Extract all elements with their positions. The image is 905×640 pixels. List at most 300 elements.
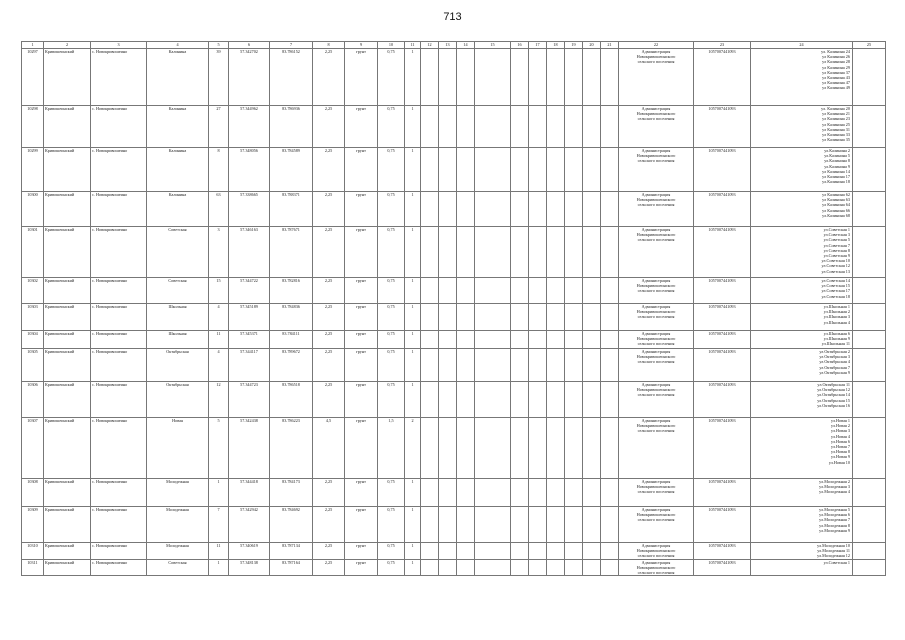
cell-locality: с. Новокривошеино xyxy=(91,278,147,304)
address-line: ул Калинина 47 xyxy=(822,80,850,86)
cell-inn: 1057007441093 xyxy=(694,349,751,382)
cell-empty xyxy=(583,106,601,148)
cell-empty xyxy=(547,331,565,349)
cell-width: 2,25 xyxy=(313,349,345,382)
cell-id: 10303 xyxy=(22,304,44,331)
column-header: 22 xyxy=(619,42,694,49)
cell-empty xyxy=(475,331,511,349)
cell-count: 1 xyxy=(405,559,421,576)
cell-house-number: 11 xyxy=(209,331,229,349)
owner-line: Новокривошеинского xyxy=(636,548,676,554)
cell-street: Калинина xyxy=(147,49,209,106)
cell-count: 1 xyxy=(405,543,421,560)
cell-street: Калинина xyxy=(147,148,209,192)
owner-line: Администрация xyxy=(641,507,671,512)
cell-empty xyxy=(565,543,583,560)
address-line: ул. Калинина 20 xyxy=(821,106,850,111)
cell-owner xyxy=(619,49,694,106)
cell-latitude: 57.344722 xyxy=(229,278,270,304)
owner-line: сельского поселения xyxy=(637,341,675,347)
cell-empty xyxy=(439,148,457,192)
address-line: ул Калинина 14 xyxy=(822,168,850,174)
cell-empty xyxy=(421,49,439,106)
cell-id: 10302 xyxy=(22,278,44,304)
table-row xyxy=(22,543,886,560)
cell-empty xyxy=(421,479,439,507)
cell-district: Кривошеинский xyxy=(44,106,91,148)
owner-line: Новокривошеинского xyxy=(636,512,676,518)
owner-line: Администрация xyxy=(641,543,671,548)
cell-empty xyxy=(511,278,529,304)
owner-line: сельского поселения xyxy=(637,314,675,320)
address-line: ул.Калинина 9 xyxy=(824,163,850,169)
cell-empty xyxy=(457,543,475,560)
table-row xyxy=(22,304,886,331)
cell-inn: 1057007441093 xyxy=(694,49,751,106)
cell-count: 1 xyxy=(405,106,421,148)
cell-empty xyxy=(475,382,511,418)
cell-width: 2,25 xyxy=(313,507,345,543)
address-line: ул.Новая 10 xyxy=(828,459,850,465)
cell-house-number: 8 xyxy=(209,148,229,192)
cell-empty xyxy=(511,192,529,227)
address-line: ул.Школьная 6 xyxy=(823,331,850,336)
address-line: ул.Школьная 4 xyxy=(823,319,850,325)
address-line: ул.Новая 3 xyxy=(830,428,850,434)
cell-house-number: 7 xyxy=(209,507,229,543)
address-line: ул.Октябрьская 9 xyxy=(819,369,850,375)
address-line: ул.Советская 17 xyxy=(821,288,850,294)
cell-empty xyxy=(529,278,547,304)
table-row xyxy=(22,331,886,349)
cell-empty xyxy=(547,543,565,560)
address-line: ул.Новая 7 xyxy=(830,444,850,450)
address-line: ул Калинина 28 xyxy=(822,59,850,65)
cell-longitude: 83.788371 xyxy=(270,192,313,227)
address-line: ул.Молодежная 11 xyxy=(817,548,850,554)
owner-line: сельского поселения xyxy=(637,288,675,294)
cell-inn: 1057007441093 xyxy=(694,148,751,192)
cell-empty xyxy=(547,559,565,576)
cell-street: Молодежная xyxy=(147,507,209,543)
cell-width: 2,25 xyxy=(313,331,345,349)
cell-empty xyxy=(601,148,619,192)
cell-empty xyxy=(457,192,475,227)
cell-inn: 1057007441093 xyxy=(694,304,751,331)
table-row xyxy=(22,507,886,543)
cell-inn: 1057007441093 xyxy=(694,543,751,560)
cell-empty xyxy=(529,192,547,227)
cell-addresses xyxy=(751,543,853,560)
cell-empty xyxy=(421,507,439,543)
column-header: 7 xyxy=(270,42,313,49)
cell-empty xyxy=(565,382,583,418)
address-line: ул.Калинина 5 xyxy=(824,153,850,159)
cell-empty xyxy=(583,543,601,560)
cell-empty xyxy=(475,148,511,192)
cell-length: 0,75 xyxy=(378,382,405,418)
cell-empty xyxy=(583,192,601,227)
column-header: 16 xyxy=(511,42,529,49)
column-header: 17 xyxy=(529,42,547,49)
cell-empty xyxy=(601,192,619,227)
cell-empty xyxy=(547,382,565,418)
cell-width: 4,5 xyxy=(313,418,345,479)
cell-empty xyxy=(583,479,601,507)
cell-addresses xyxy=(751,192,853,227)
cell-empty xyxy=(583,304,601,331)
address-line: ул Калинина 43 xyxy=(822,75,850,81)
cell-owner xyxy=(619,349,694,382)
cell-count: 1 xyxy=(405,304,421,331)
cell-empty xyxy=(583,148,601,192)
cell-length: 0,75 xyxy=(378,559,405,576)
cell-inn: 1057007441093 xyxy=(694,507,751,543)
cell-id: 10305 xyxy=(22,349,44,382)
cell-empty xyxy=(457,382,475,418)
cell-length: 0,75 xyxy=(378,49,405,106)
cell-district: Кривошеинский xyxy=(44,559,91,576)
cell-empty xyxy=(601,331,619,349)
address-line: ул.Октябрьская 3 xyxy=(819,354,850,360)
table-row xyxy=(22,382,886,418)
cell-empty xyxy=(511,106,529,148)
cell-empty xyxy=(511,349,529,382)
cell-empty xyxy=(475,304,511,331)
cell-addresses xyxy=(751,349,853,382)
column-header: 21 xyxy=(601,42,619,49)
owner-line: сельского поселения xyxy=(637,59,675,65)
cell-house-number: 4 xyxy=(209,349,229,382)
cell-surface: грунт xyxy=(345,479,378,507)
cell-empty xyxy=(457,278,475,304)
address-line: ул Калинина 33 xyxy=(822,132,850,138)
cell-empty xyxy=(511,331,529,349)
cell-empty xyxy=(421,349,439,382)
column-header: 11 xyxy=(405,42,421,49)
address-line: ул Советская 8 xyxy=(823,247,850,253)
cell-longitude: 83.787671 xyxy=(270,227,313,278)
cell-id: 10299 xyxy=(22,148,44,192)
address-line: ул.Советская 9 xyxy=(823,253,850,259)
cell-surface: грунт xyxy=(345,507,378,543)
cell-id: 10306 xyxy=(22,382,44,418)
cell-empty xyxy=(565,418,583,479)
cell-empty xyxy=(583,331,601,349)
cell-empty xyxy=(601,543,619,560)
column-header: 8 xyxy=(313,42,345,49)
cell-longitude: 83.789672 xyxy=(270,349,313,382)
cell-owner xyxy=(619,479,694,507)
cell-width: 2,25 xyxy=(313,479,345,507)
cell-count: 1 xyxy=(405,227,421,278)
owner-line: Новокривошеинского xyxy=(636,197,676,203)
cell-street: Школьная xyxy=(147,331,209,349)
column-header: 9 xyxy=(345,42,378,49)
address-line: ул.Калинина 8 xyxy=(824,158,850,164)
cell-empty xyxy=(457,349,475,382)
cell-width: 2,25 xyxy=(313,543,345,560)
cell-addresses xyxy=(751,479,853,507)
owner-line: Администрация xyxy=(641,331,671,336)
address-line: ул.Октябрьская 7 xyxy=(819,364,850,370)
cell-count: 1 xyxy=(405,382,421,418)
cell-street: Советская xyxy=(147,227,209,278)
address-line: ул.Октябрьская 12 xyxy=(817,387,850,393)
address-line: ул.Школьная 2 xyxy=(823,309,850,315)
cell-empty xyxy=(439,559,457,576)
cell-empty xyxy=(457,479,475,507)
cell-empty xyxy=(853,418,886,479)
owner-line: сельского поселения xyxy=(637,359,675,365)
cell-addresses xyxy=(751,559,853,576)
cell-surface: грунт xyxy=(345,331,378,349)
cell-empty xyxy=(529,49,547,106)
cell-empty xyxy=(457,304,475,331)
cell-empty xyxy=(421,304,439,331)
owner-line: Новокривошеинского xyxy=(636,111,676,117)
cell-empty xyxy=(511,227,529,278)
address-line: ул.Советская 12 xyxy=(821,263,850,269)
cell-count: 1 xyxy=(405,507,421,543)
column-header: 18 xyxy=(547,42,565,49)
owner-line: Новокривошеинского xyxy=(636,232,676,238)
cell-latitude: 57.342438 xyxy=(229,418,270,479)
cell-house-number: 4 xyxy=(209,304,229,331)
cell-empty xyxy=(565,331,583,349)
cell-empty xyxy=(475,106,511,148)
cell-empty xyxy=(475,507,511,543)
address-line: ул.Октябрьская 4 xyxy=(819,359,850,365)
cell-empty xyxy=(601,49,619,106)
cell-district: Кривошеинский xyxy=(44,507,91,543)
cell-street: Калинина xyxy=(147,106,209,148)
cell-empty xyxy=(601,278,619,304)
cell-length: 0,75 xyxy=(378,507,405,543)
cell-empty xyxy=(547,148,565,192)
address-line: ул.Советская 14 xyxy=(821,278,850,283)
address-line: ул Калинина 23 xyxy=(822,116,850,122)
owner-line: Новокривошеинского xyxy=(636,564,676,570)
cell-length: 0,75 xyxy=(378,304,405,331)
cell-id: 10307 xyxy=(22,418,44,479)
cell-empty xyxy=(565,49,583,106)
cell-house-number: 63 xyxy=(209,192,229,227)
cell-owner xyxy=(619,278,694,304)
owner-line: Новокривошеинского xyxy=(636,354,676,360)
cell-inn: 1057007441093 xyxy=(694,382,751,418)
cell-empty xyxy=(457,227,475,278)
column-header: 24 xyxy=(751,42,853,49)
cell-empty xyxy=(511,148,529,192)
cell-empty xyxy=(421,278,439,304)
cell-house-number: 1 xyxy=(209,479,229,507)
table-row xyxy=(22,418,886,479)
cell-empty xyxy=(853,278,886,304)
cell-district: Кривошеинский xyxy=(44,349,91,382)
cell-empty xyxy=(547,304,565,331)
column-header: 23 xyxy=(694,42,751,49)
cell-empty xyxy=(529,543,547,560)
cell-addresses xyxy=(751,382,853,418)
cell-house-number: 39 xyxy=(209,49,229,106)
cell-longitude: 83.786152 xyxy=(270,49,313,106)
cell-empty xyxy=(529,507,547,543)
owner-line: сельского поселения xyxy=(637,428,675,434)
cell-empty xyxy=(475,192,511,227)
cell-empty xyxy=(853,507,886,543)
owner-line: Администрация xyxy=(641,278,671,283)
address-line: ул.Калинина 18 xyxy=(822,179,850,185)
cell-addresses xyxy=(751,49,853,106)
cell-longitude: 83.784173 xyxy=(270,479,313,507)
cell-empty xyxy=(853,227,886,278)
cell-empty xyxy=(565,507,583,543)
cell-latitude: 57.344418 xyxy=(229,479,270,507)
address-line: ул.Новая 4 xyxy=(830,433,850,439)
cell-width: 2,25 xyxy=(313,559,345,576)
cell-count: 1 xyxy=(405,49,421,106)
cell-house-number: 1 xyxy=(209,559,229,576)
column-header: 2 xyxy=(44,42,91,49)
cell-street: Октябрьская xyxy=(147,349,209,382)
cell-empty xyxy=(853,106,886,148)
address-line: ул.Молодежная 8 xyxy=(819,522,850,528)
cell-width: 2,25 xyxy=(313,382,345,418)
cell-empty xyxy=(457,507,475,543)
cell-empty xyxy=(457,559,475,576)
cell-id: 10310 xyxy=(22,543,44,560)
address-line: ул.Советская 5 xyxy=(823,237,850,243)
cell-empty xyxy=(583,227,601,278)
owner-line: сельского поселения xyxy=(637,392,675,398)
cell-empty xyxy=(439,418,457,479)
address-line: ул.Молодежная 7 xyxy=(819,517,850,523)
column-header: 15 xyxy=(475,42,511,49)
cell-count: 1 xyxy=(405,278,421,304)
cell-surface: грунт xyxy=(345,418,378,479)
cell-empty xyxy=(601,559,619,576)
address-line: ул.Школьная 1 xyxy=(823,304,850,309)
cell-latitude: 57.338665 xyxy=(229,192,270,227)
cell-empty xyxy=(547,192,565,227)
cell-count: 1 xyxy=(405,192,421,227)
cell-district: Кривошеинский xyxy=(44,49,91,106)
owner-line: сельского поселения xyxy=(637,237,675,243)
cell-id: 10301 xyxy=(22,227,44,278)
cell-house-number: 15 xyxy=(209,278,229,304)
cell-count: 1 xyxy=(405,479,421,507)
cell-empty xyxy=(439,479,457,507)
owner-line: сельского поселения xyxy=(637,116,675,122)
cell-empty xyxy=(853,304,886,331)
cell-empty xyxy=(475,559,511,576)
cell-empty xyxy=(439,192,457,227)
cell-surface: грунт xyxy=(345,382,378,418)
cell-length: 0,75 xyxy=(378,349,405,382)
address-line: ул.Молодежная 9 xyxy=(819,527,850,533)
owner-line: Администрация xyxy=(641,192,671,197)
column-header: 4 xyxy=(147,42,209,49)
table-row xyxy=(22,278,886,304)
cell-count: 1 xyxy=(405,349,421,382)
cell-width: 2,25 xyxy=(313,49,345,106)
cell-surface: грунт xyxy=(345,49,378,106)
cell-latitude: 57.348056 xyxy=(229,148,270,192)
address-line: ул.Новая 8 xyxy=(830,449,850,455)
address-line: ул Калинина 37 xyxy=(822,69,850,75)
registry-table xyxy=(21,41,886,576)
owner-line: сельского поселения xyxy=(637,517,675,523)
address-line: ул Калинина 62 xyxy=(822,192,850,197)
cell-empty xyxy=(475,227,511,278)
address-line: ул.Советская 18 xyxy=(821,293,850,299)
cell-empty xyxy=(439,507,457,543)
column-header: 13 xyxy=(439,42,457,49)
address-line: ул Калинина 63 xyxy=(822,197,850,203)
cell-locality: с. Новокривошеино xyxy=(91,418,147,479)
address-line: ул.Молодежная 3 xyxy=(819,484,850,490)
cell-id: 10298 xyxy=(22,106,44,148)
cell-empty xyxy=(547,278,565,304)
cell-empty xyxy=(601,227,619,278)
address-line: ул.Школьная 11 xyxy=(821,341,850,347)
cell-empty xyxy=(583,559,601,576)
cell-latitude: 57.344962 xyxy=(229,106,270,148)
owner-line: Администрация xyxy=(641,49,671,54)
address-line: ул Калинина 35 xyxy=(822,137,850,143)
cell-id: 10297 xyxy=(22,49,44,106)
cell-empty xyxy=(511,559,529,576)
owner-line: Администрация xyxy=(641,349,671,354)
table-row xyxy=(22,559,886,576)
cell-inn: 1057007441093 xyxy=(694,192,751,227)
address-line: ул.Молодежная 6 xyxy=(819,512,850,518)
cell-empty xyxy=(421,106,439,148)
address-line: ул.Молодежная 12 xyxy=(817,553,850,559)
cell-house-number: 12 xyxy=(209,382,229,418)
address-line: ул.Советская 10 xyxy=(821,258,850,264)
cell-id: 10311 xyxy=(22,559,44,576)
cell-id: 10304 xyxy=(22,331,44,349)
cell-locality: с. Новокривошеино xyxy=(91,543,147,560)
cell-longitude: 83.784111 xyxy=(270,331,313,349)
column-header: 19 xyxy=(565,42,583,49)
cell-width: 2,25 xyxy=(313,148,345,192)
address-line: ул.Октябрьская 15 xyxy=(817,397,850,403)
cell-locality: с. Новокривошеино xyxy=(91,106,147,148)
cell-addresses xyxy=(751,227,853,278)
address-line: ул.Молодежная 2 xyxy=(819,479,850,484)
table-row xyxy=(22,49,886,106)
address-line: ул.Школьная 3 xyxy=(823,314,850,320)
cell-district: Кривошеинский xyxy=(44,331,91,349)
cell-empty xyxy=(475,479,511,507)
address-line: ул Калинина 17 xyxy=(822,174,850,180)
cell-addresses xyxy=(751,507,853,543)
cell-longitude: 83.784692 xyxy=(270,507,313,543)
cell-length: 0,75 xyxy=(378,479,405,507)
cell-locality: с. Новокривошеино xyxy=(91,304,147,331)
cell-longitude: 83.787164 xyxy=(270,559,313,576)
cell-owner xyxy=(619,192,694,227)
cell-empty xyxy=(475,418,511,479)
cell-empty xyxy=(565,106,583,148)
cell-empty xyxy=(601,382,619,418)
cell-addresses xyxy=(751,331,853,349)
owner-line: Новокривошеинского xyxy=(636,423,676,429)
cell-empty xyxy=(511,304,529,331)
